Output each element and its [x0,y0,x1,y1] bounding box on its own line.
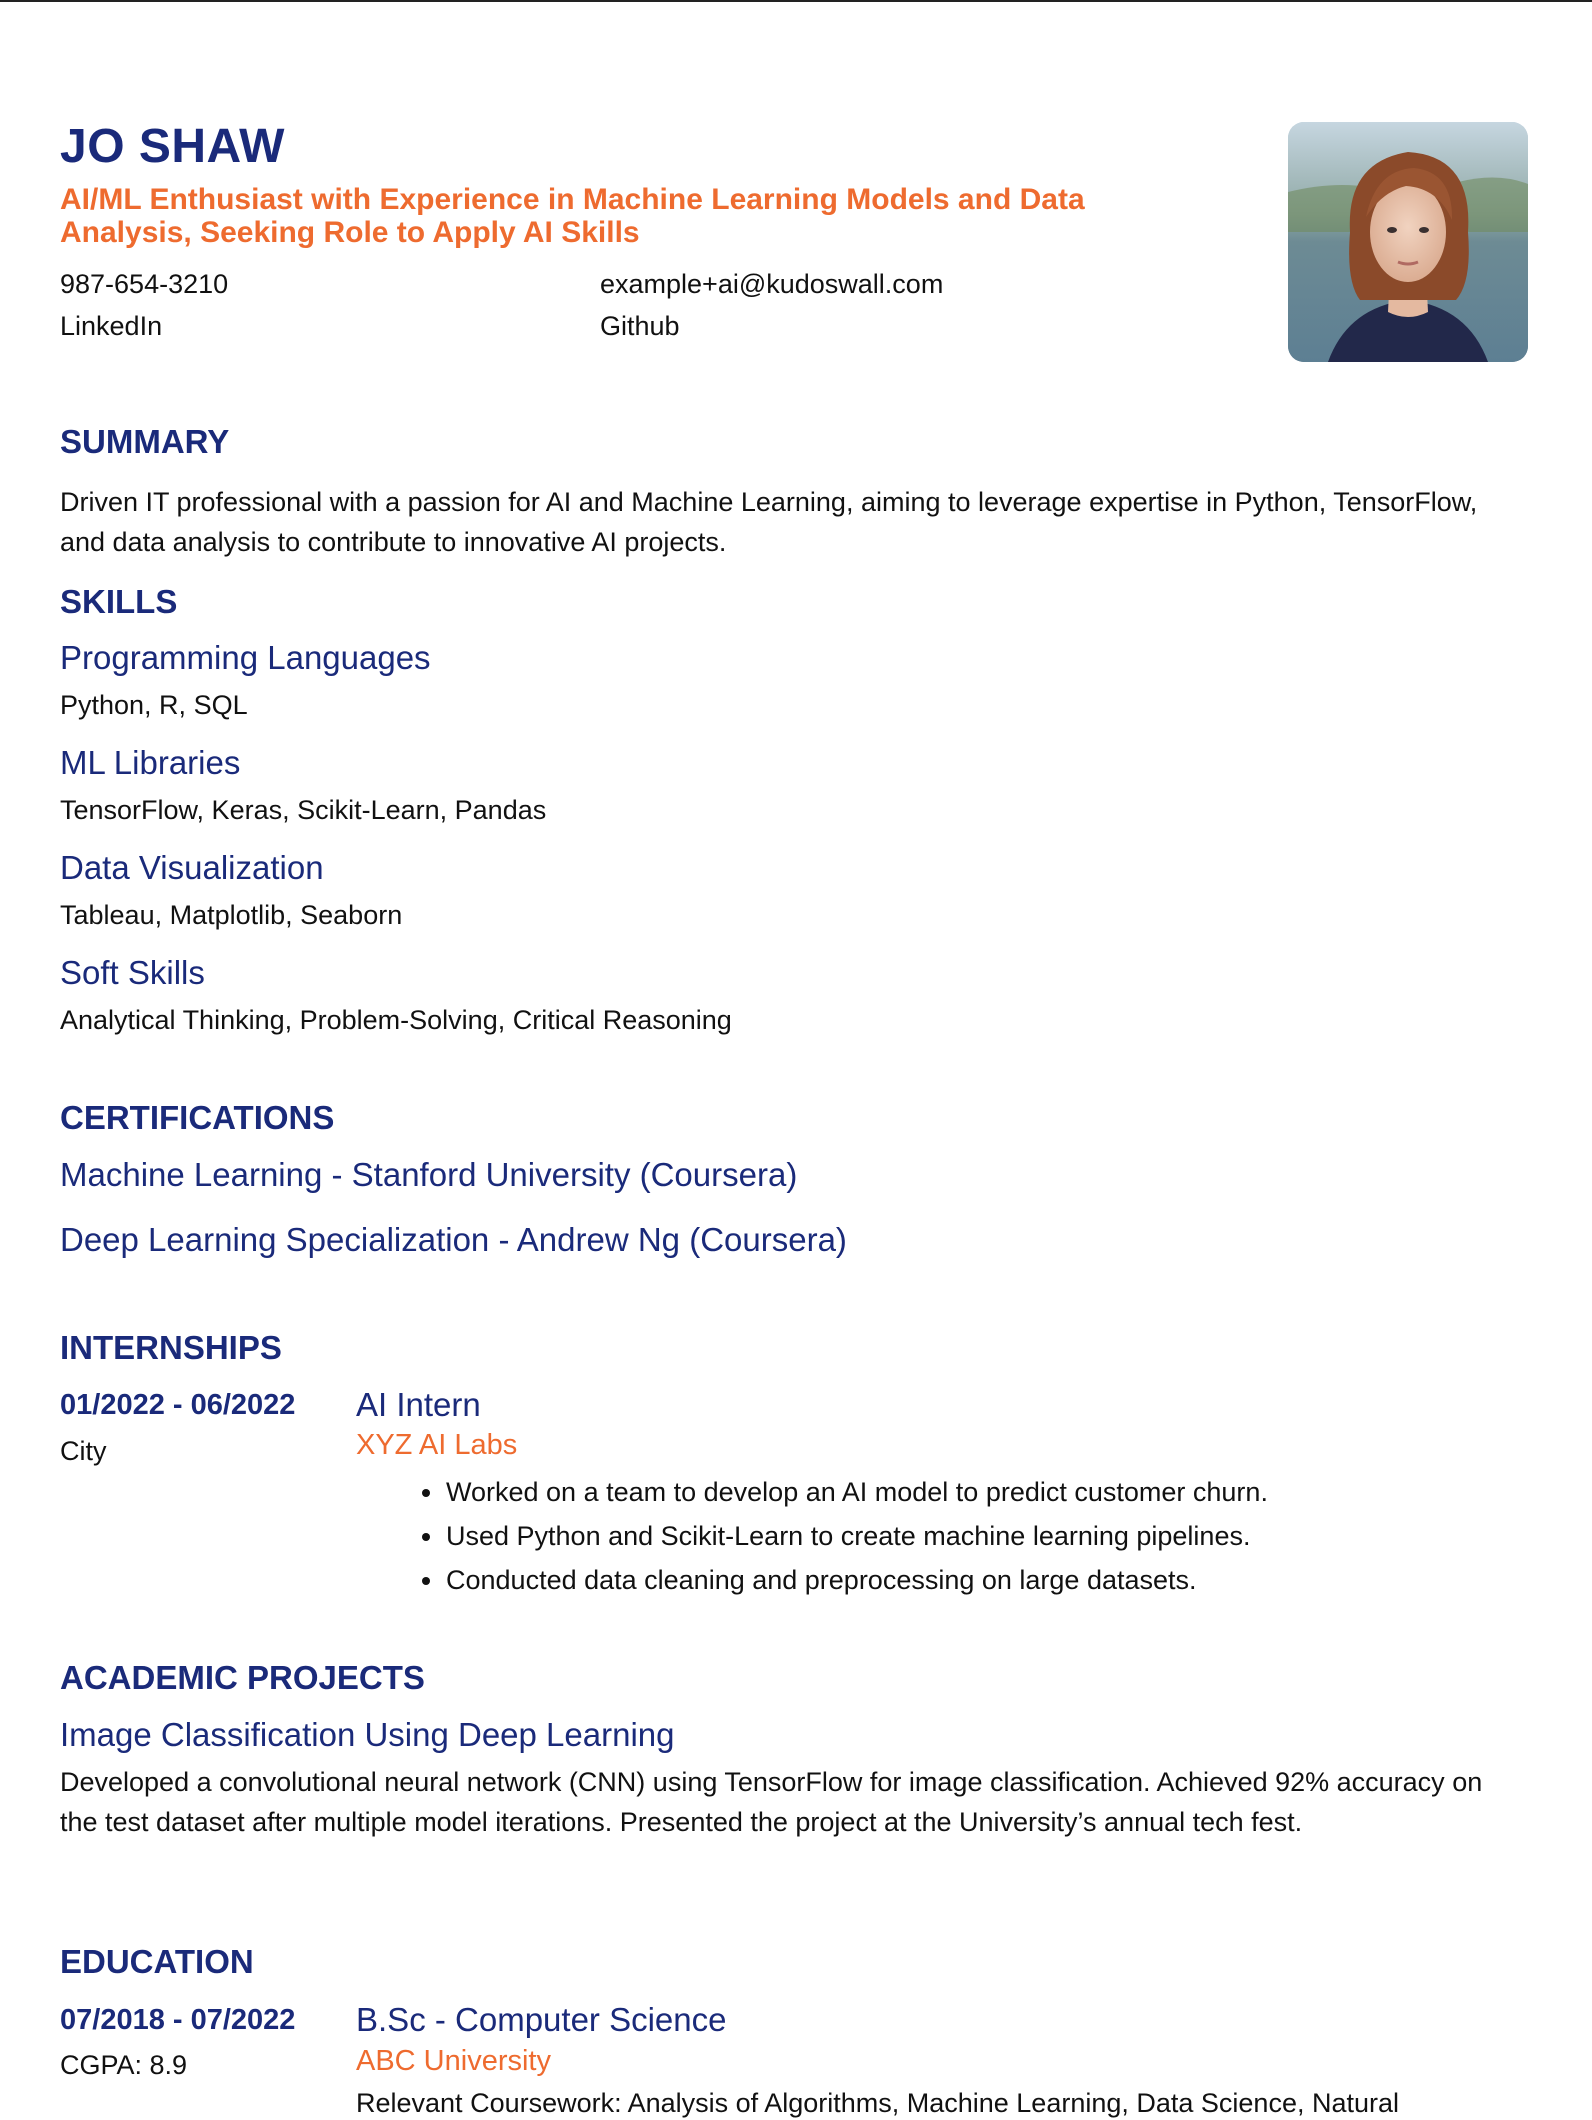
list-item: Used Python and Scikit-Learn to create machine learning pipelines. [416,1514,1268,1558]
skill-group-name: Soft Skills [60,954,205,991]
internship-bullets [416,1470,1268,1602]
profile-photo-illustration [1288,122,1528,362]
list-item: Worked on a team to develop an AI model to predict customer churn. [416,1470,1268,1514]
internships-title: INTERNSHIPS [60,1329,282,1366]
skill-group-name: Programming Languages [60,639,431,676]
certifications-title: CERTIFICATIONS [60,1099,335,1136]
summary-text: Driven IT professional with a passion for AI and Machine Learning, aiming to leverage expertise in Python, TensorFlow, and data analysis to contribute to innovative AI projects. [60,487,1478,557]
phone-number: 987-654-3210 [60,269,229,299]
email-link[interactable]: example+ai@kudoswall.com [600,269,944,299]
skill-group-name: Data Visualization [60,849,324,886]
summary-title: SUMMARY [60,423,230,460]
skill-group-items: Tableau, Matplotlib, Seaborn [60,900,403,930]
projects-title: ACADEMIC PROJECTS [60,1659,425,1696]
education-degree: B.Sc - Computer Science [356,2001,727,2038]
certification-item: Deep Learning Specialization - Andrew Ng (Coursera) [60,1221,847,1258]
github-link[interactable]: Github [600,311,680,341]
linkedin-link[interactable]: LinkedIn [60,311,163,341]
certification-item: Machine Learning - Stanford University (Coursera) [60,1156,798,1193]
skill-group-items: TensorFlow, Keras, Scikit-Learn, Pandas [60,795,547,825]
internship-company: XYZ AI Labs [356,1429,518,1461]
skills-title: SKILLS [60,583,178,620]
internship-dates: 01/2022 - 06/2022 [60,1389,296,1421]
profile-photo [1288,122,1528,362]
skill-group-name: ML Libraries [60,744,241,781]
list-item: Conducted data cleaning and preprocessing on large datasets. [416,1558,1268,1602]
education-title: EDUCATION [60,1943,254,1980]
education-school: ABC University [356,2045,551,2077]
skill-group-items: Analytical Thinking, Problem-Solving, Critical Reasoning [60,1005,732,1035]
candidate-headline: AI/ML Enthusiast with Experience in Machine Learning Models and Data Analysis, Seeking Role to Apply AI Skills [60,183,1085,249]
internship-role: AI Intern [356,1386,481,1423]
education-coursework: Relevant Coursework: Analysis of Algorithms, Machine Learning, Data Science, Natural [356,2088,1400,2118]
top-border [0,0,1592,2]
internship-location: City [60,1436,107,1466]
candidate-name: JO SHAW [60,120,285,173]
skill-group-items: Python, R, SQL [60,690,248,720]
project-description: Developed a convolutional neural network (CNN) using TensorFlow for image classification. Achieved 92% accuracy on the test dataset after multiple model iterations. Presented the project at the University’s annual tech fest. [60,1767,1483,1837]
education-grade: CGPA: 8.9 [60,2050,188,2080]
project-name: Image Classification Using Deep Learning [60,1716,675,1753]
education-dates: 07/2018 - 07/2022 [60,2004,296,2036]
